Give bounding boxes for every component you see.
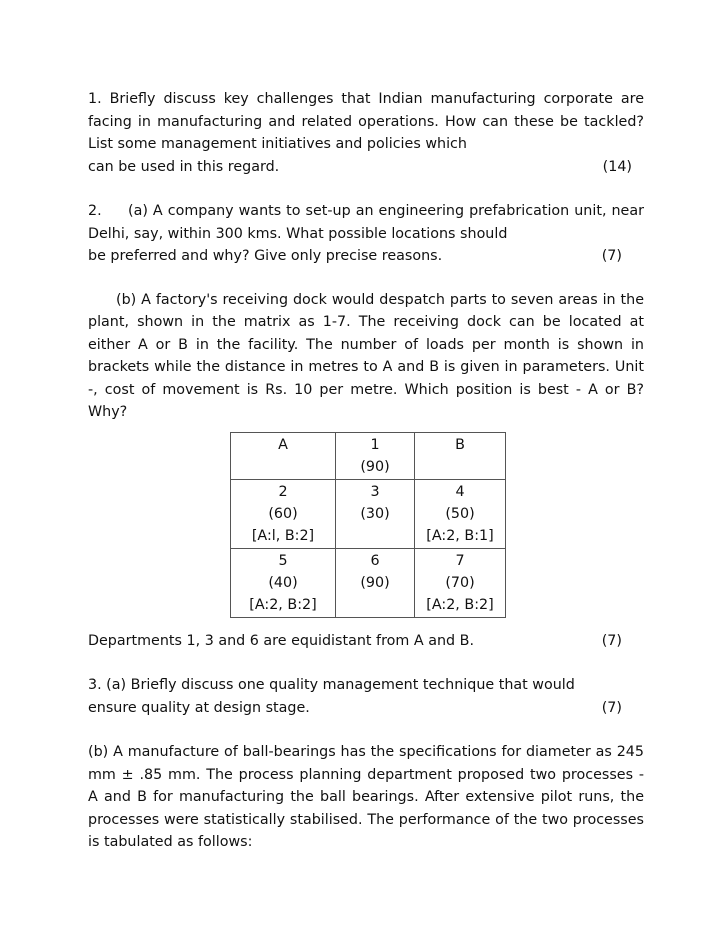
matrix-cell-1: [336, 432, 415, 479]
question-3b: [88, 741, 644, 854]
matrix-cell-6: [336, 548, 415, 617]
question-1-text: 1. Briefly discuss key challenges that Indian manufacturing corporate are facing in manufacturing and related operations. How can these be tackled? List some management initiatives and policies which: [88, 91, 644, 152]
document-page: [88, 88, 644, 854]
question-3a: [88, 674, 644, 719]
matrix-cell-4: [415, 479, 506, 548]
question-2a-marks: (7): [601, 248, 622, 264]
question-3a-text: 3. (a) Briefly discuss one quality management technique that would: [88, 677, 575, 693]
cell-line: [A:l, B:2]: [251, 527, 315, 544]
cell-line: 1: [370, 436, 380, 453]
question-2b-text: (b) A factory's receiving dock would despatch parts to seven areas in the plant, shown in the matrix as 1-7. The receiving dock can be located at either A or B in the facility. The number of loads per month is shown in brackets while the distance in metres to A and B is given in parameters. Unit -, cost of movement is Rs. 10 per metre. Which position is best - A or B? Why?: [88, 291, 644, 420]
matrix-row: [231, 548, 506, 617]
question-2a: [88, 200, 644, 268]
matrix-cell-5: [231, 548, 336, 617]
cell-line: (90): [360, 574, 390, 591]
cell-line: (90): [360, 458, 390, 475]
cell-line: 6: [370, 552, 380, 569]
question-2a-body: (a) A company wants to set-up an engineering prefabrication unit, near Delhi, say, within 300 kms. What possible locations should: [88, 203, 644, 242]
question-1: [88, 88, 644, 178]
cell-line: (70): [445, 574, 475, 591]
cell-line: (40): [268, 574, 298, 591]
question-2b-marks: (7): [601, 632, 622, 649]
question-2a-last-line-text: be preferred and why? Give only precise reasons.: [88, 248, 443, 264]
cell-line: 5: [278, 552, 288, 569]
matrix-cell-7: [415, 548, 506, 617]
cell-line: [A:2, B:2]: [249, 596, 317, 613]
cell-line: 3: [370, 483, 380, 500]
matrix-row: [231, 479, 506, 548]
cell-line: [A:2, B:1]: [426, 527, 494, 544]
matrix-cell-B: [415, 432, 506, 479]
cell-line: [A:2, B:2]: [426, 596, 494, 613]
cell-line: 7: [455, 552, 465, 569]
cell-line: 4: [455, 483, 465, 500]
question-3a-marks: (7): [601, 699, 622, 716]
matrix-note: [88, 630, 644, 653]
matrix-note-text: Departments 1, 3 and 6 are equidistant from A and B.: [88, 632, 474, 649]
cell-line: B: [455, 436, 465, 453]
question-2-label: 2.: [88, 203, 102, 219]
matrix-row: [231, 432, 506, 479]
cell-line: A: [278, 436, 288, 453]
question-1-last-line-text: can be used in this regard.: [88, 158, 280, 175]
question-3b-text: (b) A manufacture of ball-bearings has the specifications for diameter as 245 mm ± .85 mm. The process planning department proposed two processes - A and B for manufacturing the ball bearings. After extensive pilot runs, the processes were statistically stabilised. The performance of the two processes is tabulated as follows:: [88, 744, 644, 850]
question-1-marks: (14): [602, 158, 632, 175]
matrix-cell-A: [231, 432, 336, 479]
matrix-cell-3: [336, 479, 415, 548]
matrix-cell-2: [231, 479, 336, 548]
location-matrix: [230, 432, 506, 618]
question-3a-last-line-text: ensure quality at design stage.: [88, 699, 310, 716]
question-3a-last-line: [88, 697, 644, 720]
cell-line: 2: [278, 483, 288, 500]
question-2a-last-line: [88, 245, 644, 268]
question-1-last-line: [88, 156, 644, 179]
question-2a-text: [88, 200, 644, 245]
question-2b: [88, 289, 644, 424]
cell-line: (60): [268, 505, 298, 522]
cell-line: (30): [360, 505, 390, 522]
cell-line: (50): [445, 505, 475, 522]
